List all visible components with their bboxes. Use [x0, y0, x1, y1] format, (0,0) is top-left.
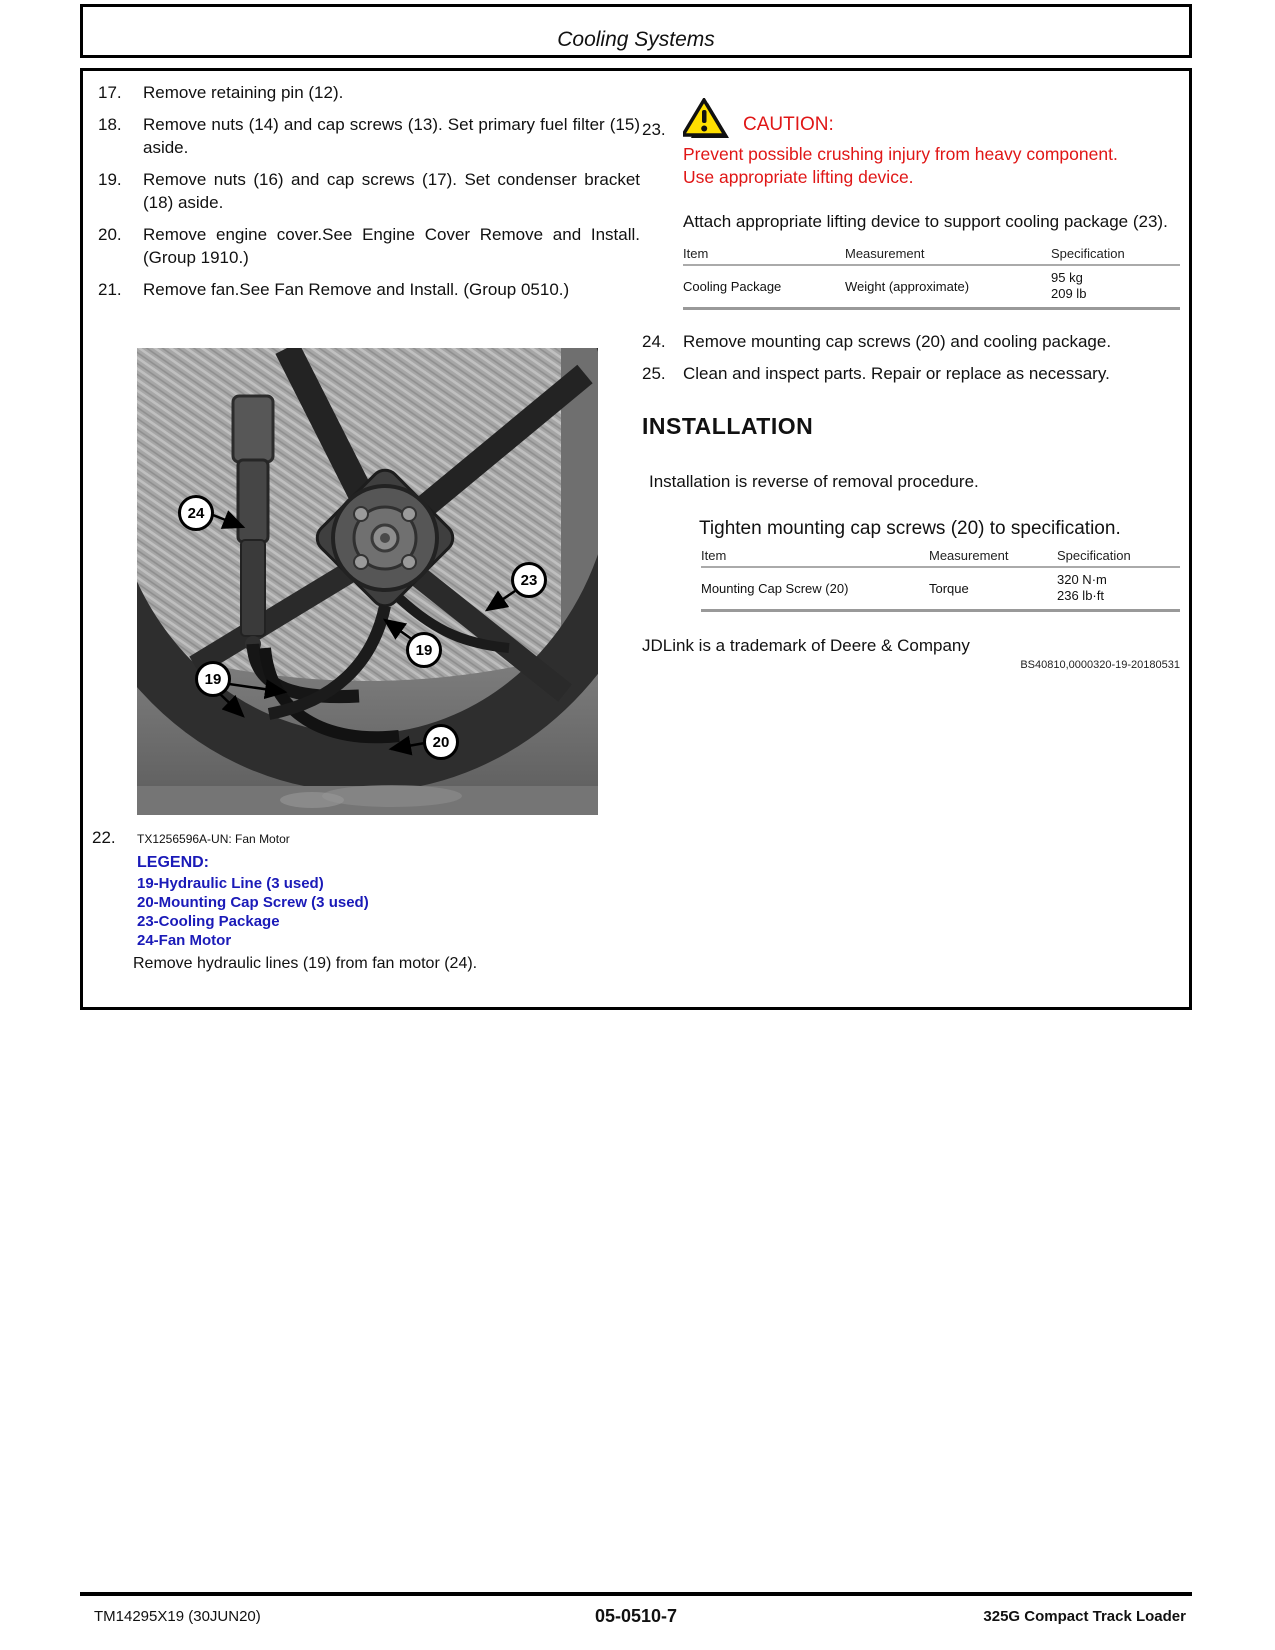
step-text: Remove engine cover.See Engine Cover Remove and Install. (Group 1910.)	[143, 225, 640, 267]
page-title: Cooling Systems	[557, 28, 715, 51]
footer-doc-number: TM14295X19 (30JUN20)	[94, 1608, 261, 1625]
callout-19-right: 19	[406, 632, 442, 668]
table-header-measurement: Measurement	[929, 548, 1009, 563]
legend-item: 19-Hydraulic Line (3 used)	[137, 875, 324, 892]
figure-caption: TX1256596A-UN: Fan Motor	[137, 832, 290, 846]
callout-24: 24	[178, 495, 214, 531]
step-number: 25.	[642, 364, 666, 383]
step-text: Remove nuts (16) and cap screws (17). Set condenser bracket (18) aside.	[143, 170, 640, 212]
left-column	[98, 81, 640, 310]
step-number: 21.	[98, 280, 122, 299]
callout-23: 23	[511, 562, 547, 598]
installation-intro: Installation is reverse of removal procedure.	[649, 472, 979, 491]
step-text: Remove retaining pin (12).	[143, 83, 344, 102]
trademark-note: JDLink is a trademark of Deere & Company	[642, 636, 970, 655]
step-25	[642, 362, 1180, 385]
step-number: 19.	[98, 170, 122, 189]
legend-item: 23-Cooling Package	[137, 913, 280, 930]
step-20	[98, 223, 640, 269]
table-cell-measurement: Torque	[929, 580, 969, 596]
footer-page-number: 05-0510-7	[594, 1606, 678, 1626]
callout-19-left: 19	[195, 661, 231, 697]
table-cell-specification: 95 kg 209 lb	[1051, 270, 1087, 301]
table-cell-item: Cooling Package	[683, 278, 782, 294]
step-text: Remove nuts (14) and cap screws (13). Set primary fuel filter (15) aside.	[143, 115, 640, 157]
table-cell-item: Mounting Cap Screw (20)	[701, 580, 849, 596]
warning-triangle-icon	[683, 98, 729, 138]
step-number: 23.	[642, 120, 666, 139]
table-header-specification: Specification	[1051, 246, 1125, 261]
step-number: 20.	[98, 225, 122, 244]
step-text: Remove fan.See Fan Remove and Install. (Group 0510.)	[143, 280, 570, 299]
step-17	[98, 81, 640, 104]
table-header-measurement: Measurement	[845, 246, 925, 261]
table-header-specification: Specification	[1057, 548, 1131, 563]
step-number-22: 22.	[92, 828, 116, 847]
table-row	[701, 568, 1180, 612]
table-cell-measurement: Weight (approximate)	[845, 278, 970, 294]
caution-text-line1: Prevent possible crushing injury from heavy component.	[683, 144, 1118, 164]
installation-heading: INSTALLATION	[642, 413, 814, 439]
caution-text	[683, 143, 1180, 189]
legend-item: 20-Mounting Cap Screw (3 used)	[137, 894, 369, 911]
step-text: Remove mounting cap screws (20) and cooling package.	[683, 332, 1112, 351]
step-21	[98, 278, 640, 301]
step-number: 24.	[642, 332, 666, 351]
figure-legend	[137, 854, 637, 950]
attach-paragraph: Attach appropriate lifting device to support cooling package (23).	[683, 212, 1168, 231]
step-number: 18.	[98, 115, 122, 134]
page-header	[80, 4, 1192, 58]
spec-table-mounting-cap-screw	[701, 548, 1180, 612]
page-footer	[80, 1604, 1192, 1630]
table-header-item: Item	[683, 246, 709, 261]
step-text: Clean and inspect parts. Repair or replace as necessary.	[683, 364, 1110, 383]
footer-model-name: 325G Compact Track Loader	[983, 1608, 1186, 1625]
footer-rule	[80, 1592, 1192, 1596]
spec-table-cooling-package	[683, 246, 1180, 310]
figure-instruction: Remove hydraulic lines (19) from fan motor (24).	[133, 955, 478, 972]
table-header-item: Item	[701, 548, 727, 563]
step-23	[642, 98, 1180, 310]
table-row	[683, 266, 1180, 310]
callout-20: 20	[423, 724, 459, 760]
tighten-instruction: Tighten mounting cap screws (20) to specification.	[699, 518, 1121, 539]
step-18	[98, 113, 640, 159]
caution-text-line2: Use appropriate lifting device.	[683, 167, 914, 187]
right-column	[642, 98, 1180, 671]
table-cell-specification: 320 N·m 236 lb·ft	[1057, 572, 1107, 603]
legend-item: 24-Fan Motor	[137, 932, 232, 949]
step-24	[642, 330, 1180, 353]
doc-code: BS40810,0000320-19-20180531	[1020, 659, 1180, 671]
step-number: 17.	[98, 83, 122, 102]
main-content-box	[80, 68, 1192, 1010]
step-19	[98, 168, 640, 214]
legend-title: LEGEND:	[137, 854, 209, 871]
figure-caption-block	[92, 828, 637, 973]
caution-label: CAUTION:	[743, 114, 834, 135]
figure-fan-motor	[137, 348, 598, 815]
